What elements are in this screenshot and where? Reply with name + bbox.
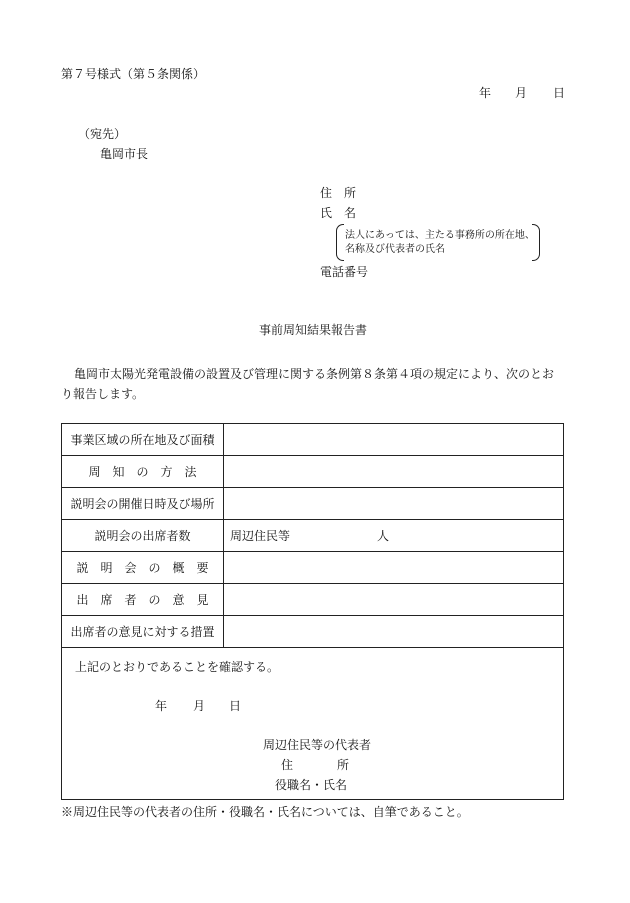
recipient-prefix: （宛先） bbox=[78, 127, 127, 141]
table-row bbox=[62, 520, 563, 552]
representative-address-label-left: 住 bbox=[281, 758, 294, 772]
row-value-field[interactable] bbox=[224, 584, 563, 615]
table-row bbox=[62, 616, 563, 648]
confirmation-section bbox=[62, 648, 563, 799]
recipient-name: 亀岡市長 bbox=[100, 147, 149, 161]
row-value-field[interactable] bbox=[224, 424, 563, 455]
corporate-note bbox=[336, 224, 540, 259]
table-row bbox=[62, 424, 563, 456]
right-bracket bbox=[532, 224, 540, 261]
table-row bbox=[62, 456, 563, 488]
row-label: 周 知 の 方 法 bbox=[62, 456, 224, 487]
representative-title: 周辺住民等の代表者 bbox=[263, 738, 372, 752]
table-row bbox=[62, 552, 563, 584]
row-value-field[interactable] bbox=[224, 616, 563, 647]
applicant-name-label: 氏 名 bbox=[320, 206, 357, 220]
footnote: ※周辺住民等の代表者の住所・役職名・氏名については、自筆であること。 bbox=[61, 805, 469, 819]
row-label: 説明会の開催日時及び場所 bbox=[62, 488, 224, 519]
table-row bbox=[62, 488, 563, 520]
document-title: 事前周知結果報告書 bbox=[259, 323, 368, 337]
left-bracket bbox=[336, 224, 344, 261]
row-value-field[interactable] bbox=[224, 456, 563, 487]
attendee-count-field[interactable] bbox=[224, 520, 563, 551]
confirmation-statement: 上記のとおりであることを確認する。 bbox=[75, 660, 280, 674]
body-text-line1: 亀岡市太陽光発電設備の設置及び管理に関する条例第８条第４項の規定により、次のとお bbox=[74, 367, 555, 381]
representative-address-label-right: 所 bbox=[337, 758, 350, 772]
report-table bbox=[61, 423, 564, 800]
table-row bbox=[62, 584, 563, 616]
confirmation-date-month: 月 bbox=[193, 699, 206, 713]
attendee-count-prefix: 周辺住民等 bbox=[230, 529, 291, 543]
applicant-phone-label: 電話番号 bbox=[320, 265, 369, 279]
corporate-note-line2: 名称及び代表者の氏名 bbox=[345, 244, 445, 255]
row-label: 出 席 者 の 意 見 bbox=[62, 584, 224, 615]
header-date-month: 月 bbox=[515, 86, 528, 100]
form-number: 第７号様式（第５条関係） bbox=[61, 67, 206, 81]
row-label: 説 明 会 の 概 要 bbox=[62, 552, 224, 583]
representative-position-name: 役職名・氏名 bbox=[275, 778, 348, 792]
row-label: 出席者の意見に対する措置 bbox=[62, 616, 224, 647]
row-value-field[interactable] bbox=[224, 488, 563, 519]
corporate-note-line1: 法人にあっては、主たる事務所の所在地、 bbox=[345, 230, 535, 241]
confirmation-date-year: 年 bbox=[155, 699, 168, 713]
header-date-year: 年 bbox=[479, 86, 492, 100]
row-label: 説明会の出席者数 bbox=[62, 520, 224, 551]
attendee-count-unit: 人 bbox=[377, 529, 390, 543]
body-text-line2: り報告します。 bbox=[61, 387, 145, 401]
header-date-day: 日 bbox=[553, 86, 566, 100]
applicant-address-label: 住 所 bbox=[320, 186, 357, 200]
confirmation-date-day: 日 bbox=[229, 699, 242, 713]
row-value-field[interactable] bbox=[224, 552, 563, 583]
row-label: 事業区域の所在地及び面積 bbox=[62, 424, 224, 455]
